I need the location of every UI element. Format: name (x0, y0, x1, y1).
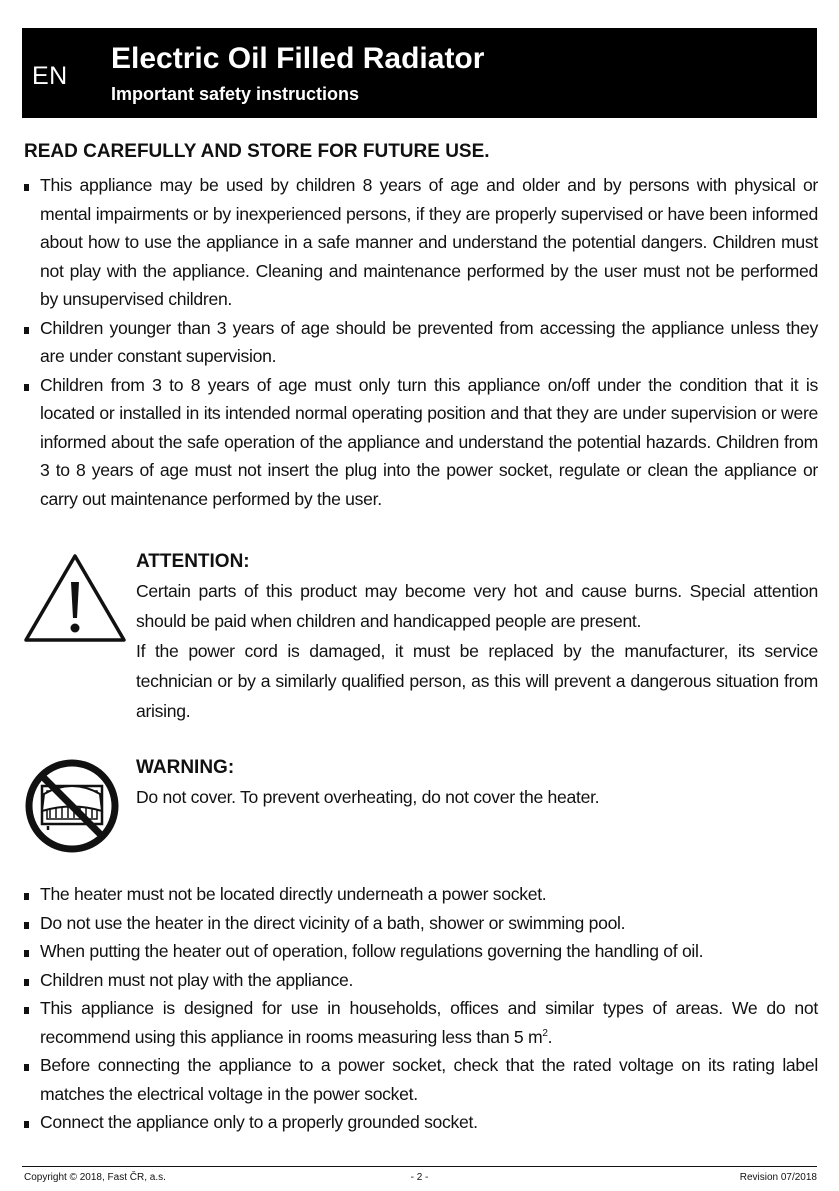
list-item: Do not use the heater in the direct vicinity of a bath, shower or swimming pool. (24, 909, 818, 938)
main-heading: READ CAREFULLY AND STORE FOR FUTURE USE. (24, 141, 490, 162)
footer-revision: Revision 07/2018 (739, 1172, 817, 1183)
warning-text: Do not cover. To prevent overheating, do not cover the heater. (136, 787, 600, 807)
document-subtitle: Important safety instructions (111, 84, 360, 104)
list-item: The heater must not be located directly underneath a power socket. (24, 880, 818, 909)
list-item-text: This appliance is designed for use in households, offices and similar types of areas. We do not recommend using this appliance in rooms measuring less than 5 m (40, 998, 818, 1047)
footer-copyright: Copyright © 2018, Fast ČR, a.s. (24, 1172, 166, 1183)
superscript: 2 (542, 1027, 548, 1039)
safety-list-bottom (24, 880, 818, 1137)
list-item: Before connecting the appliance to a power socket, check that the rated voltage on its rating label matches the electrical voltage in the power socket. (24, 1051, 818, 1108)
list-item: Children from 3 to 8 years of age must only turn this appliance on/off under the condition that it is located or installed in its intended normal operating position and that they are under supervision or were informed about the safe operation of the appliance and understand the potential hazards. Children from 3 to 8 years of age must not insert the plug into the power socket, regulate or clean the appliance or carry out maintenance performed by the user. (24, 371, 818, 514)
list-item-end: . (547, 1026, 553, 1047)
attention-heading: ATTENTION: (136, 551, 250, 572)
warning-heading: WARNING: (136, 757, 235, 778)
attention-text: Certain parts of this product may become very hot and cause burns. Special attention should be paid when children and handicapped people are present. (136, 581, 818, 631)
footer-page-number: - 2 - (410, 1172, 429, 1183)
document-title: Electric Oil Filled Radiator (111, 42, 485, 75)
safety-list-top (24, 171, 818, 513)
attention-notice (136, 548, 818, 726)
footer-divider (22, 1166, 817, 1167)
language-label: EN (32, 62, 68, 90)
attention-text: If the power cord is damaged, it must be replaced by the manufacturer, its service technician or by a similarly qualified person, as this will prevent a dangerous situation from arising. (136, 641, 818, 721)
warning-notice (136, 754, 818, 812)
header-banner (22, 28, 817, 118)
list-item: Children must not play with the appliance. (24, 966, 818, 995)
list-item: Connect the appliance only to a properly grounded socket. (24, 1108, 818, 1137)
list-item: Children younger than 3 years of age should be prevented from accessing the appliance unless they are under constant supervision. (24, 314, 818, 371)
list-item: This appliance may be used by children 8 years of age and older and by persons with physical or mental impairments or by inexperienced persons, if they are properly supervised or have been informed about how to use the appliance in a safe manner and understand the potential dangers. Children must not play with the appliance. Cleaning and maintenance performed by the user must not be performed by unsupervised children. (24, 171, 818, 314)
list-item (24, 994, 818, 1051)
list-item: When putting the heater out of operation, follow regulations governing the handling of oil. (24, 937, 818, 966)
warning-triangle-icon (22, 552, 128, 644)
do-not-cover-icon (22, 756, 122, 856)
